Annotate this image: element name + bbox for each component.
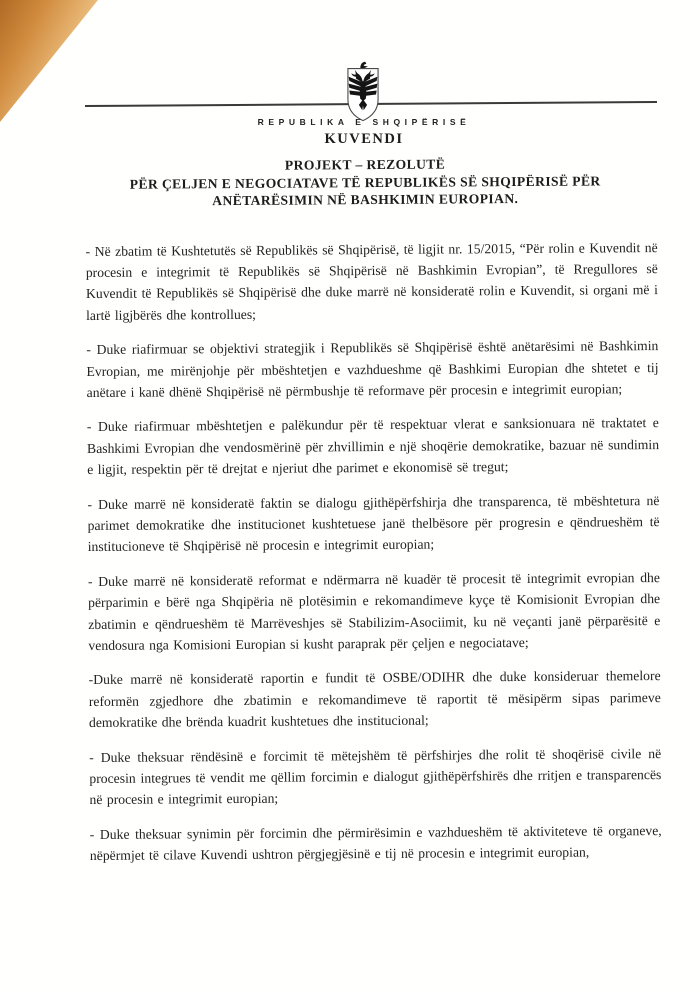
- page-corner-fold: [0, 0, 98, 122]
- paragraph: - Duke marrë në konsideratë reformat e ndërmarra në kuadër të procesit të integrimit evropian dhe përparimin e bërë nga Shqipëria në plotësimin e rekomandimeve kyçe të Komisionit Evropian dhe zbatimin e qëndrueshëm të Marrëveshjes së Stabilizim-Asociimit, ku në veçanti janë përparësitë e vendosura nga Komisioni Europian si kusht paraprak për çeljen e negociatave;: [87, 569, 661, 654]
- paragraph: - Duke theksuar synimin për forcimin dhe përmirësimin e vazhdueshëm të aktiviteteve të organeve, nëpërmjet të cilave Kuvendi ushtron përgjegjësinë e tij në procesin e integrimit europian,: [89, 822, 662, 864]
- paragraph: - Duke marrë në konsideratë faktin se dialogu gjithëpërfshirja dhe transparenca, të mbështetura në parimet demokratike dhe institucionet kushtetuese janë thelbësore për progresin e qëndrueshëm të institucioneve të Shqipërisë në procesin e integrimit europian;: [87, 492, 660, 555]
- paragraphs: [1, 236, 700, 867]
- paragraph: - Duke riafirmuar se objektivi strategjik i Republikës së Shqipërisë është anëtarësimi në Bashkimin Evropian, me mirënjohje për mbështetjen e vazhdueshme që Bashkimi Europian dhe shtetet e tij anëtare i kanë dhënë Shqipërisë në përmbushje të reformave për procesin e integrimit europian;: [86, 338, 659, 400]
- document-title: [0, 154, 700, 211]
- document-content: [0, 154, 700, 881]
- albania-coat-of-arms-icon: [341, 61, 385, 124]
- institution-name: KUVENDI: [324, 131, 404, 147]
- title-line-2: PËR ÇELJEN E NEGOCIATAVE TË REPUBLIKËS SË SHQIPËRISË PËR: [129, 172, 601, 192]
- paragraph: -Duke marrë në konsideratë raportin e fundit të OSBE/ODIHR dhe duke konsideruar themelore reformën zgjedhore dhe zbatimin e rekomandimeve të raportit të mësipërm sipas parimeve demokratike dhe brënda kuadrit kushtetues dhe institucional;: [88, 668, 661, 731]
- paragraph: - Duke theksuar rëndësinë e forcimit të mëtejshëm të përfshirjes dhe rolit të shoqërisë civile në procesin integrues të vendit me qëllim forcimin e dialogut gjithëpërfshirës dhe rritjen e transparencës në procesin e integrimit europian;: [89, 745, 662, 808]
- paragraph: - Në zbatim të Kushtetutës së Republikës së Shqipërisë, të ligjit nr. 15/2015, “Për rolin e Kuvendit në procesin e integrimit të Republikës së Shqipërisë në Bashkimin Evropian”, të Rregullores së Kuvendit të Republikës së Shqipërisë dhe duke marrë në konsideratë rolin e Kuvendit, si organi më i lartë ligjbërës dhe kontrollues;: [85, 239, 658, 323]
- title-line-3: ANËTARËSIMIN NË BASHKIMIN EUROPIAN.: [212, 191, 519, 209]
- country-header: REPUBLIKA E SHQIPËRISË: [257, 117, 471, 127]
- title-line-1: PROJEKT – REZOLUTË: [284, 156, 446, 173]
- paragraph: - Duke riafirmuar mbështetjen e palëkundur për të respektuar vlerat e sanksionuara në traktatet e Bashkimi Evropian dhe vendosmërinë për zhvillimin e një shoqërie demokratike, bazuar në sundimin e ligjit, respektin për të drejtat e njeriut dhe parimet e ekonomisë së tregut;: [86, 415, 660, 478]
